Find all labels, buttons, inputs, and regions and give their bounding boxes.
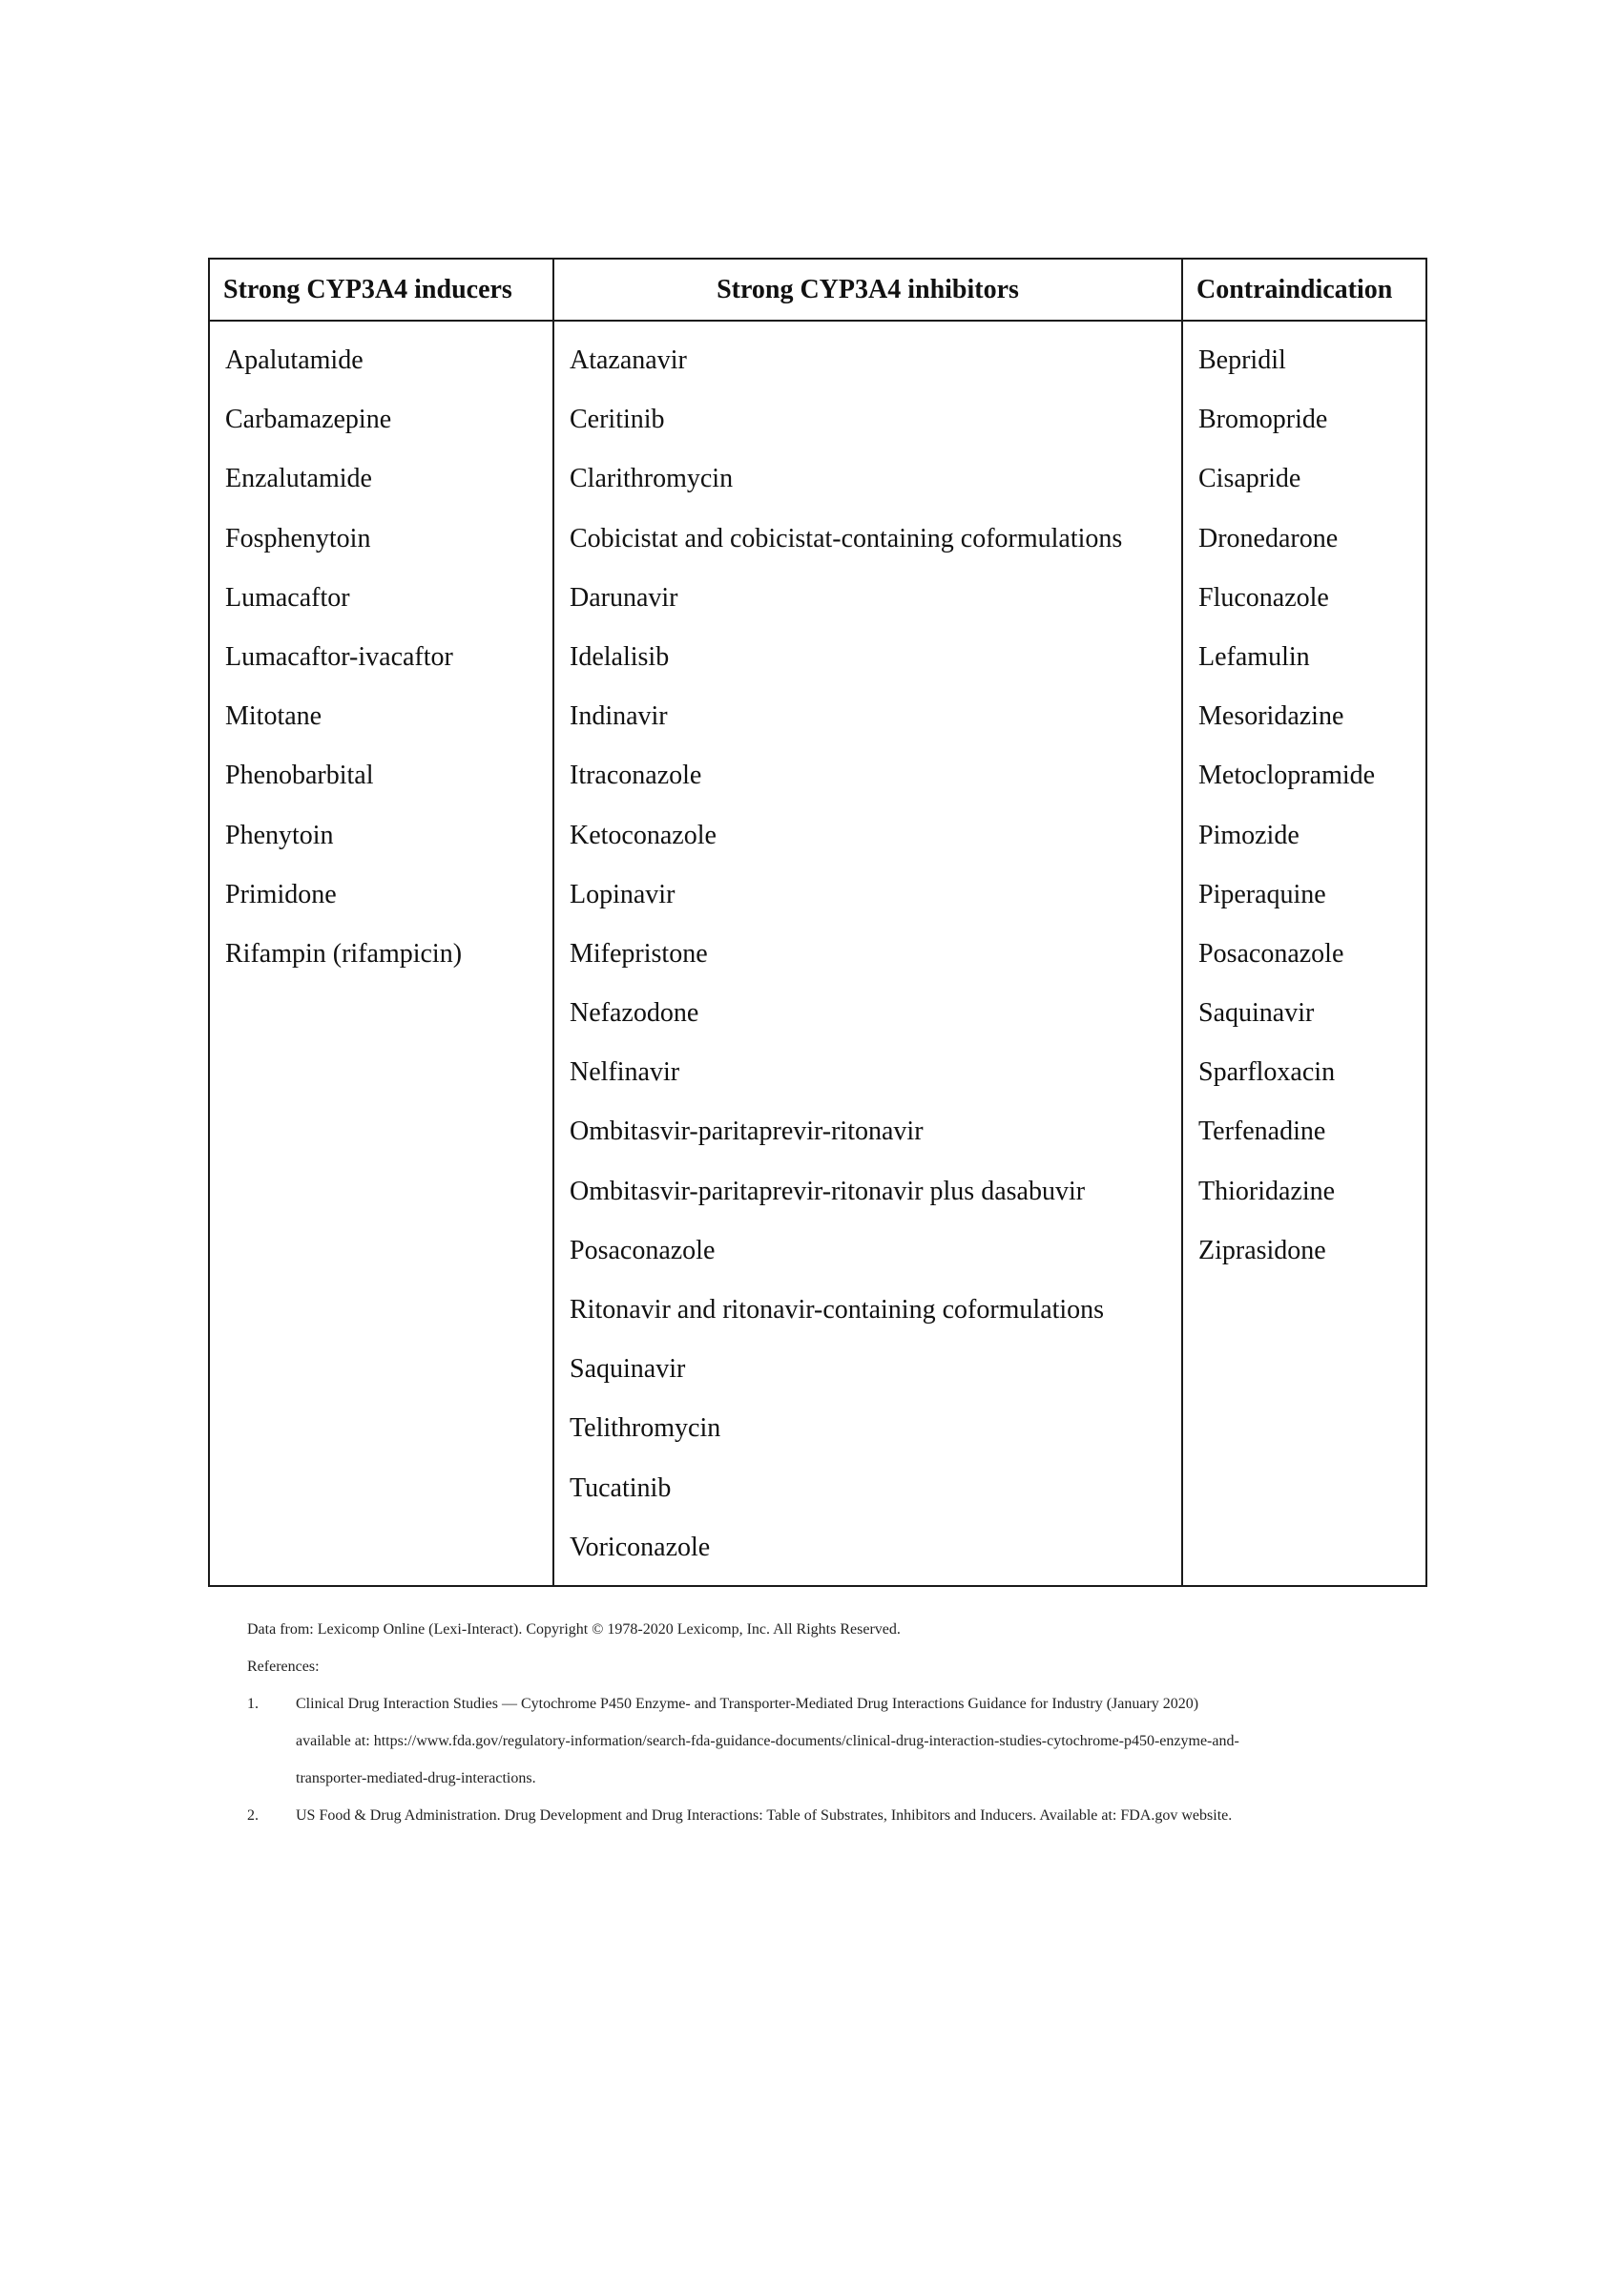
list-item: Saquinavir	[1198, 998, 1315, 1029]
list-item: Clarithromycin	[570, 464, 734, 494]
list-item: Nelfinavir	[570, 1057, 680, 1088]
list-item: Saquinavir	[570, 1354, 686, 1385]
list-item: Itraconazole	[570, 761, 702, 791]
list-item: Rifampin (rifampicin)	[225, 938, 463, 969]
reference-text: Clinical Drug Interaction Studies — Cytochrome P450 Enzyme- and Transporter-Mediated Drug Interactions Guidance for Industry (January 2020)	[296, 1696, 1199, 1712]
references-label: References:	[247, 1659, 320, 1675]
list-item: Idelalisib	[570, 641, 670, 672]
header-inhibitors: Strong CYP3A4 inhibitors	[553, 259, 1182, 321]
reference-number: 1.	[247, 1696, 259, 1712]
list-item: Phenytoin	[225, 820, 334, 850]
list-item: Dronedarone	[1198, 523, 1339, 553]
table-header-row	[209, 259, 1426, 321]
contraindication-column	[1182, 321, 1426, 1586]
inducers-column	[209, 321, 553, 1586]
list-item: Thioridazine	[1198, 1176, 1336, 1206]
list-item: Mifepristone	[570, 938, 708, 969]
table-body-row	[209, 321, 1426, 1586]
reference-text: transporter-mediated-drug-interactions.	[296, 1770, 536, 1786]
list-item: Fluconazole	[1198, 582, 1329, 613]
header-inducers: Strong CYP3A4 inducers	[209, 259, 553, 321]
list-item: Mesoridazine	[1198, 701, 1344, 732]
list-item: Sparfloxacin	[1198, 1057, 1336, 1088]
list-item: Tucatinib	[570, 1472, 672, 1503]
list-item: Nefazodone	[570, 998, 699, 1029]
list-item: Voriconazole	[570, 1532, 711, 1562]
reference-text: US Food & Drug Administration. Drug Development and Drug Interactions: Table of Substrates, Inhibitors and Inducers. Available at: FDA.gov website.	[296, 1807, 1233, 1824]
list-item: Bromopride	[1198, 405, 1328, 435]
list-item: Darunavir	[570, 582, 678, 613]
list-item: Ziprasidone	[1198, 1235, 1326, 1265]
list-item: Carbamazepine	[225, 405, 392, 435]
cyp3a4-drug-table	[208, 258, 1427, 1587]
list-item: Ketoconazole	[570, 820, 717, 850]
list-item: Piperaquine	[1198, 879, 1326, 909]
list-item: Ceritinib	[570, 405, 665, 435]
list-item: Enzalutamide	[225, 464, 372, 494]
reference-text: available at: https://www.fda.gov/regulatory-information/search-fda-guidance-documents/clinical-drug-interaction-studies-cytochrome-p450-enzyme-and-	[296, 1733, 1239, 1749]
list-item: Mitotane	[225, 701, 322, 732]
list-item: Lopinavir	[570, 879, 676, 909]
reference-item	[247, 1797, 1430, 1834]
reference-item	[247, 1685, 1430, 1797]
list-item: Apalutamide	[225, 345, 364, 375]
footnotes	[247, 1611, 1430, 1834]
list-item: Bepridil	[1198, 345, 1286, 375]
list-item: Telithromycin	[570, 1413, 721, 1444]
list-item: Lumacaftor	[225, 582, 350, 613]
list-item: Indinavir	[570, 701, 668, 732]
list-item: Metoclopramide	[1198, 761, 1376, 791]
reference-number: 2.	[247, 1807, 259, 1824]
list-item: Ombitasvir-paritaprevir-ritonavir plus dasabuvir	[570, 1176, 1086, 1206]
list-item: Lumacaftor-ivacaftor	[225, 641, 453, 672]
list-item: Fosphenytoin	[225, 523, 371, 553]
list-item: Cobicistat and cobicistat-containing coformulations	[570, 523, 1123, 553]
data-source-note: Data from: Lexicomp Online (Lexi-Interact). Copyright © 1978-2020 Lexicomp, Inc. All Rights Reserved.	[247, 1621, 901, 1638]
list-item: Posaconazole	[570, 1235, 716, 1265]
list-item: Phenobarbital	[225, 761, 374, 791]
list-item: Pimozide	[1198, 820, 1300, 850]
list-item: Atazanavir	[570, 345, 687, 375]
header-contraindication: Contraindication	[1182, 259, 1426, 321]
list-item: Lefamulin	[1198, 641, 1310, 672]
list-item: Cisapride	[1198, 464, 1301, 494]
list-item: Ritonavir and ritonavir-containing coformulations	[570, 1295, 1105, 1325]
list-item: Posaconazole	[1198, 938, 1344, 969]
list-item: Ombitasvir-paritaprevir-ritonavir	[570, 1117, 924, 1147]
list-item: Primidone	[225, 879, 337, 909]
inhibitors-column	[553, 321, 1182, 1586]
list-item: Terfenadine	[1198, 1117, 1326, 1147]
